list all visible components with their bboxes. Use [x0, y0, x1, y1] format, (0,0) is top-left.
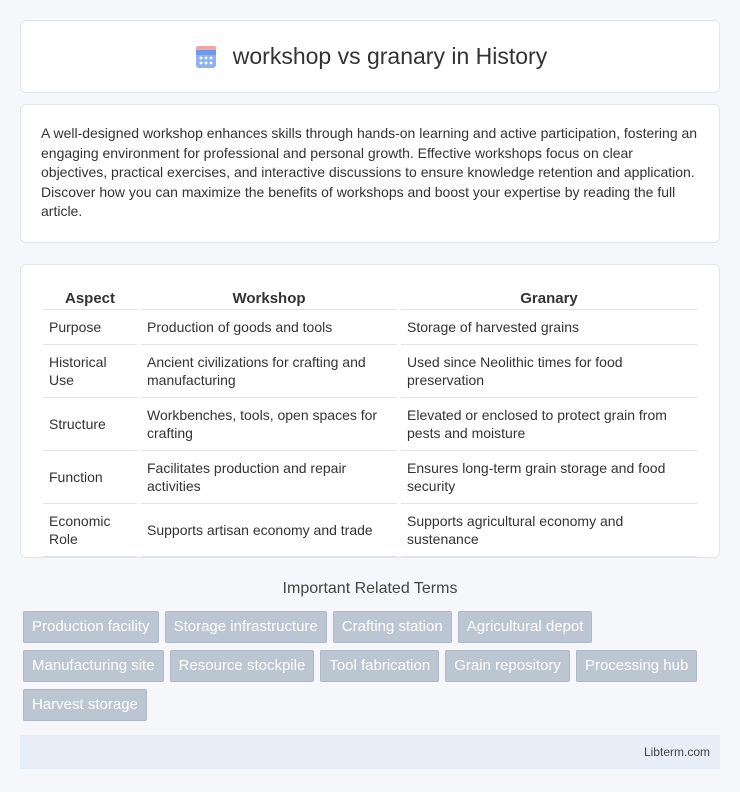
table-cell: Supports artisan economy and trade	[141, 504, 397, 557]
table-cell: Economic Role	[43, 504, 137, 557]
table-cell: Function	[43, 451, 137, 504]
related-term-tag[interactable]: Crafting station	[333, 611, 452, 643]
title-card	[20, 20, 720, 93]
header-workshop: Workshop	[141, 285, 397, 310]
table-cell: Supports agricultural economy and sustenance	[401, 504, 697, 557]
table-cell: Used since Neolithic times for food preservation	[401, 345, 697, 398]
table-cell: Historical Use	[43, 345, 137, 398]
related-term-tag[interactable]: Processing hub	[576, 650, 697, 682]
table-cell: Purpose	[43, 310, 137, 345]
related-terms-list	[20, 611, 720, 721]
intro-card	[20, 104, 720, 243]
related-terms-heading: Important Related Terms	[282, 580, 458, 597]
comparison-table	[39, 285, 701, 557]
intro-paragraph: A well-designed workshop enhances skills through hands-on learning and active participation, fostering an engaging environment for professional and personal growth. Effective workshops focus on clear objectives, practical exercises, and interactive discussions to ensure knowledge retention and application. Discover how you can maximize the benefits of workshops and boost your expertise by reading the full article.	[41, 125, 698, 219]
header-aspect: Aspect	[43, 285, 137, 310]
header-granary: Granary	[401, 285, 697, 310]
table-row	[43, 451, 697, 504]
footer-site-link[interactable]: Libterm.com	[643, 745, 710, 759]
related-terms-section	[20, 580, 720, 721]
related-term-tag[interactable]: Storage infrastructure	[165, 611, 327, 643]
footer	[20, 735, 720, 769]
related-term-tag[interactable]: Manufacturing site	[23, 650, 164, 682]
table-row	[43, 310, 697, 345]
stacked-grid-icon	[193, 44, 219, 70]
table-cell: Structure	[43, 398, 137, 451]
table-cell: Ensures long-term grain storage and food security	[401, 451, 697, 504]
related-term-tag[interactable]: Agricultural depot	[458, 611, 593, 643]
table-cell: Storage of harvested grains	[401, 310, 697, 345]
table-cell: Elevated or enclosed to protect grain from pests and moisture	[401, 398, 697, 451]
table-row	[43, 398, 697, 451]
related-term-tag[interactable]: Production facility	[23, 611, 159, 643]
related-term-tag[interactable]: Resource stockpile	[170, 650, 315, 682]
table-row	[43, 504, 697, 557]
page-title: workshop vs granary in History	[232, 43, 548, 69]
table-cell: Ancient civilizations for crafting and manufacturing	[141, 345, 397, 398]
comparison-card	[20, 264, 720, 558]
table-cell: Facilitates production and repair activities	[141, 451, 397, 504]
table-cell: Workbenches, tools, open spaces for crafting	[141, 398, 397, 451]
related-term-tag[interactable]: Grain repository	[445, 650, 570, 682]
table-header-row	[43, 285, 697, 310]
table-row	[43, 345, 697, 398]
related-term-tag[interactable]: Harvest storage	[23, 689, 147, 721]
related-term-tag[interactable]: Tool fabrication	[320, 650, 439, 682]
table-cell: Production of goods and tools	[141, 310, 397, 345]
